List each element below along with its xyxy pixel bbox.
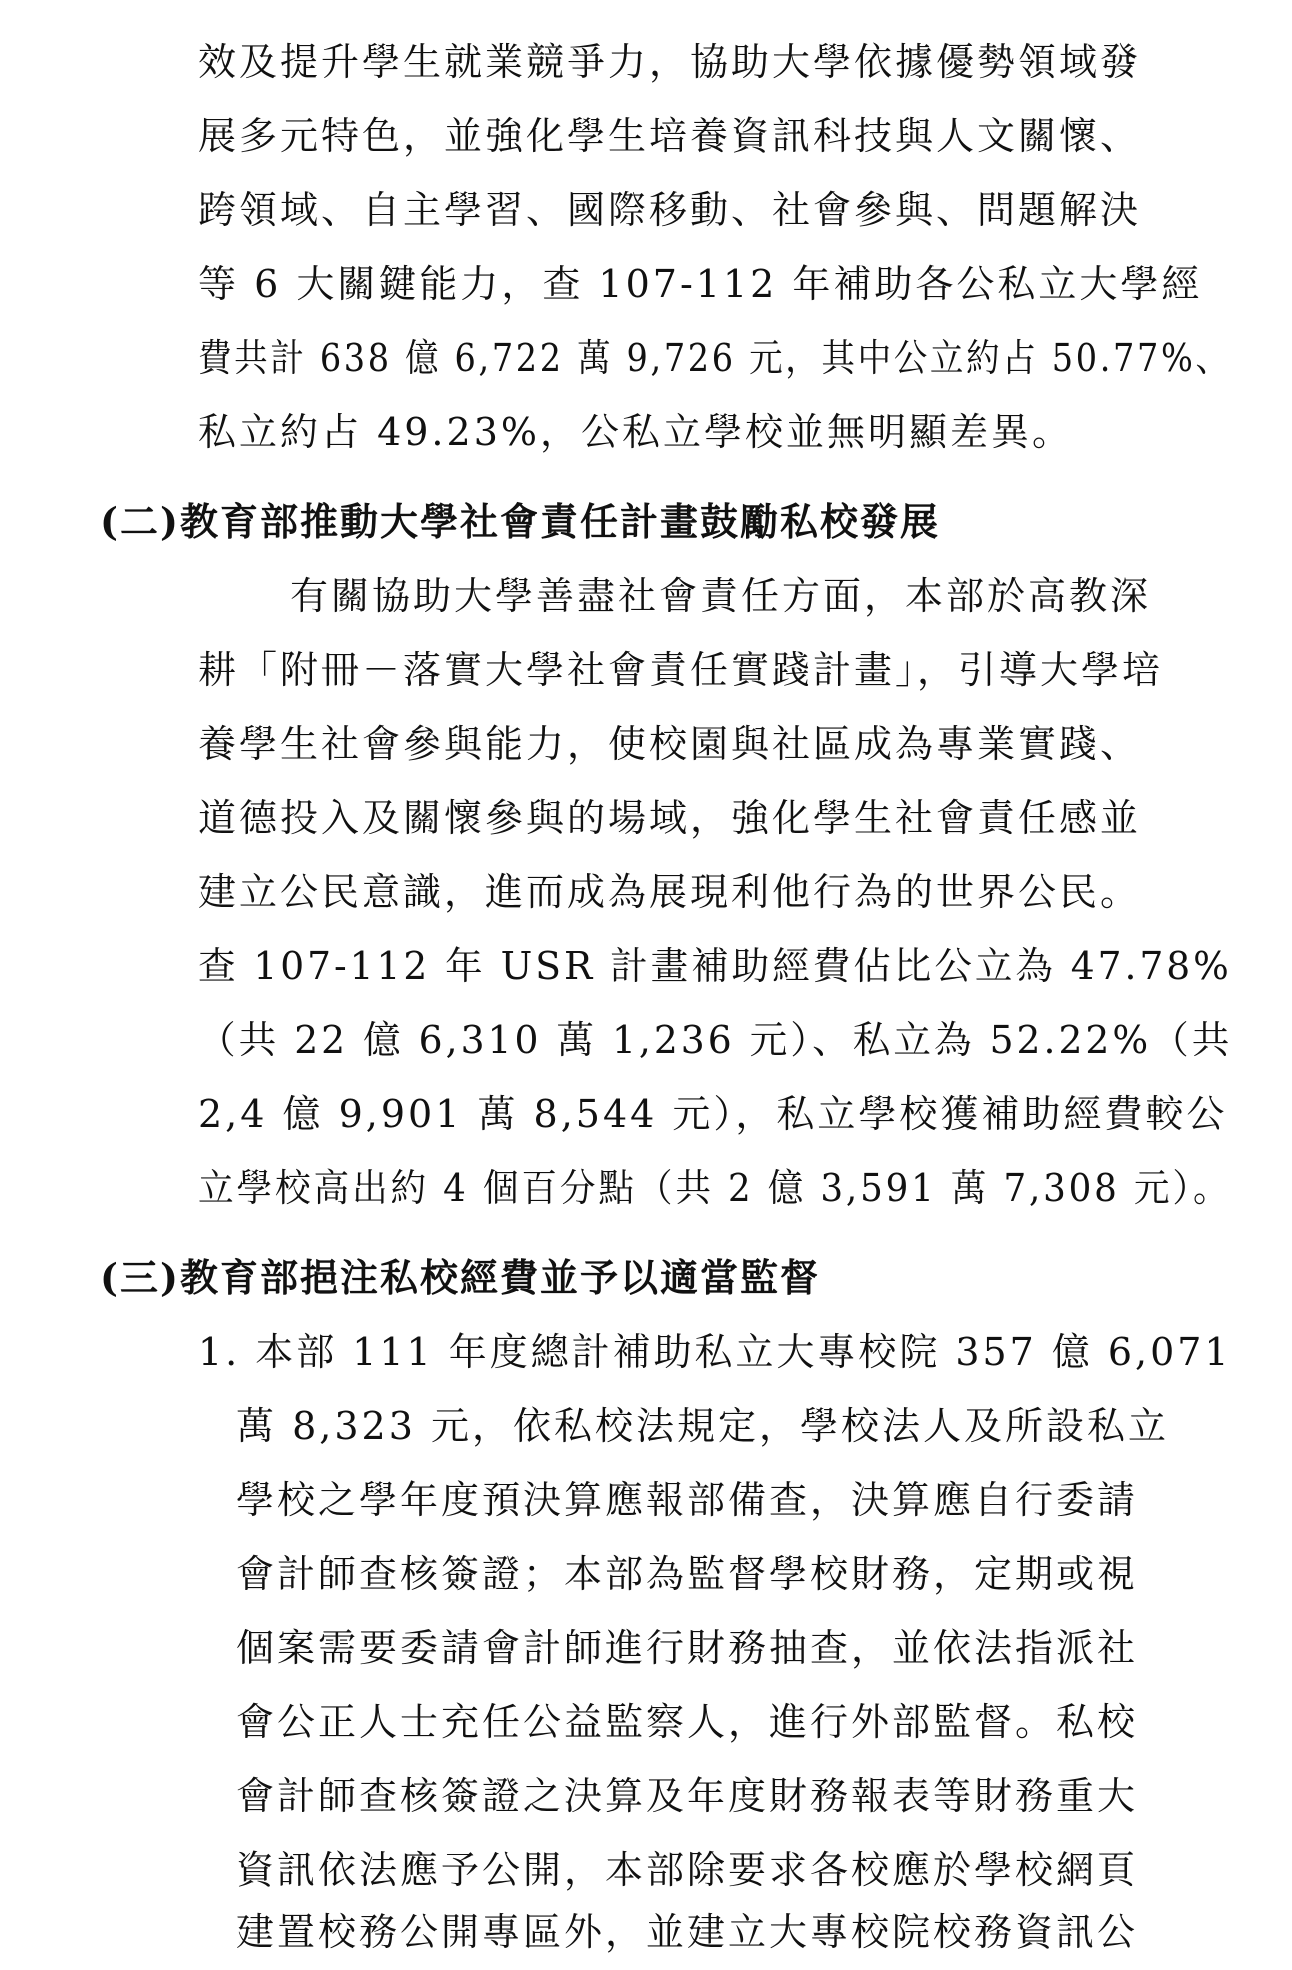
paragraph-line: 耕「附冊－落實大學社會責任實踐計畫」，引導大學培	[198, 648, 1164, 692]
list-item-line: 個案需要委請會計師進行財務抽查，並依法指派社	[236, 1626, 1139, 1670]
paragraph-line: 展多元特色，並強化學生培養資訊科技與人文關懷、	[198, 114, 1142, 158]
paragraph-line: 效及提升學生就業競爭力，協助大學依據優勢領域發	[198, 40, 1142, 84]
paragraph-line: 道德投入及關懷參與的場域，強化學生社會責任感並	[198, 796, 1142, 840]
list-item-line: 會計師查核簽證之決算及年度財務報表等財務重大	[236, 1774, 1139, 1818]
list-item-line: 建置校務公開專區外，並建立大專校院校務資訊公	[236, 1910, 1139, 1954]
paragraph-line: 查 107-112 年 USR 計畫補助經費佔比公立為 47.78%	[198, 944, 1232, 988]
paragraph-line: （共 22 億 6,310 萬 1,236 元）、私立為 52.22%（共	[198, 1018, 1233, 1062]
list-item-line: 會計師查核簽證；本部為監督學校財務，定期或視	[236, 1552, 1139, 1596]
paragraph-line: 私立約占 49.23%，公私立學校並無明顯差異。	[198, 410, 1073, 454]
list-item-line: 會公正人士充任公益監察人，進行外部監督。私校	[236, 1700, 1139, 1744]
paragraph-line: 有關協助大學善盡社會責任方面，本部於高教深	[290, 574, 1152, 618]
paragraph-line: 2,4 億 9,901 萬 8,544 元），私立學校獲補助經費較公	[198, 1092, 1228, 1136]
paragraph-line: 跨領域、自主學習、國際移動、社會參與、問題解決	[198, 188, 1142, 232]
list-item-line: 資訊依法應予公開，本部除要求各校應於學校網頁	[236, 1848, 1139, 1892]
paragraph-line: 養學生社會參與能力，使校園與社區成為專業實踐、	[198, 722, 1142, 766]
list-item-line: 萬 8,323 元，依私校法規定，學校法人及所設私立	[236, 1404, 1169, 1448]
paragraph-line: 建立公民意識，進而成為展現利他行為的世界公民。	[198, 870, 1142, 914]
list-item-line: 學校之學年度預決算應報部備查，決算應自行委請	[236, 1478, 1139, 1522]
section-heading: (二)教育部推動大學社會責任計畫鼓勵私校發展	[100, 499, 940, 544]
list-item-line: 1. 本部 111 年度總計補助私立大專校院 357 億 6,071	[198, 1330, 1232, 1374]
paragraph-line: 立學校高出約 4 個百分點（共 2 億 3,591 萬 7,308 元）。	[198, 1166, 1232, 1210]
paragraph-line: 等 6 大關鍵能力，查 107-112 年補助各公私立大學經	[198, 262, 1203, 306]
section-heading: (三)教育部挹注私校經費並予以適當監督	[100, 1255, 820, 1300]
paragraph-line: 費共計 638 億 6,722 萬 9,726 元，其中公立約占 50.77%、	[198, 336, 1232, 380]
